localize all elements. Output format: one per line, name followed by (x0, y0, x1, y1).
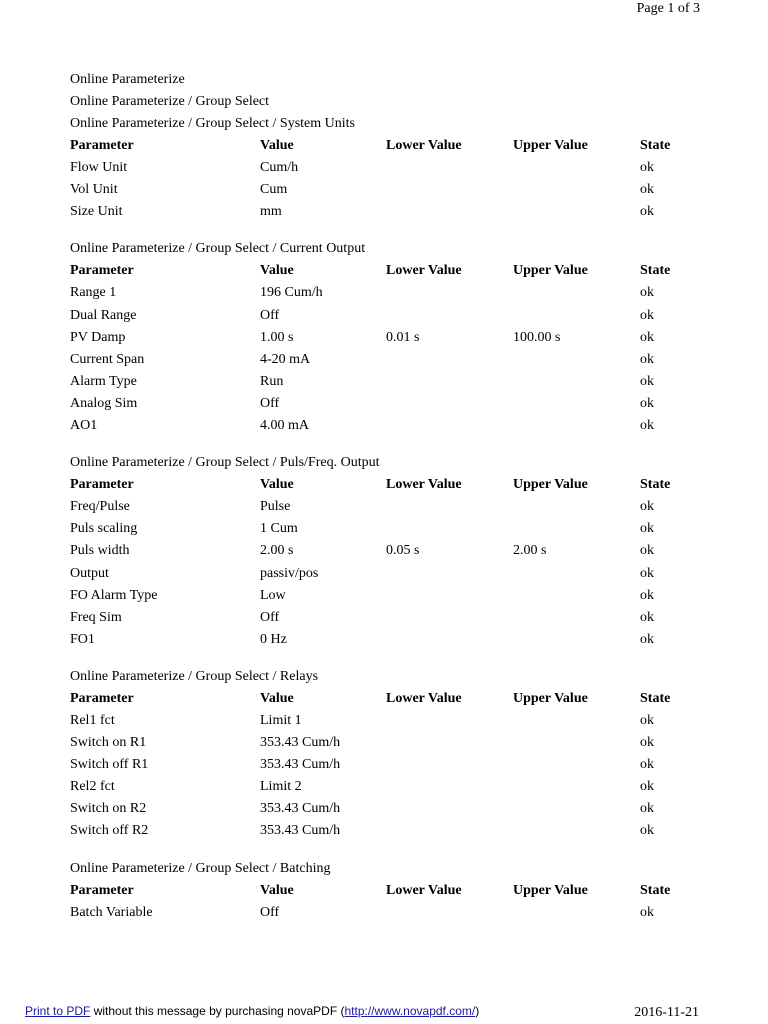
parameter-section (70, 113, 710, 223)
table-row (70, 305, 710, 327)
cell-state: ok (640, 160, 654, 176)
column-header-state: State (640, 477, 671, 493)
parameter-section (70, 238, 710, 437)
cell-value: Off (260, 395, 280, 411)
table-row (70, 732, 710, 754)
parameter-section (70, 666, 710, 843)
cell-parameter: Switch on R2 (70, 801, 147, 817)
table-row (70, 201, 710, 223)
cell-state: ok (640, 801, 654, 817)
column-header-state: State (640, 882, 671, 898)
column-header-parameter: Parameter (70, 690, 134, 706)
cell-value: 4-20 mA (260, 351, 311, 367)
cell-parameter: Rel1 fct (70, 712, 115, 728)
column-header-value: Value (260, 882, 294, 898)
table-row (70, 902, 710, 924)
table-row (70, 820, 710, 842)
cell-state: ok (640, 757, 654, 773)
print-to-pdf-link[interactable]: Print to PDF (25, 1004, 91, 1018)
cell-parameter: Current Span (70, 351, 145, 367)
column-header-parameter: Parameter (70, 477, 134, 493)
cell-state: ok (640, 182, 654, 198)
cell-value: 353.43 Cum/h (260, 735, 341, 751)
section-breadcrumb: Online Parameterize / Group Select / Relays (70, 668, 319, 684)
cell-state: ok (640, 418, 654, 434)
cell-value: 353.43 Cum/h (260, 801, 341, 817)
cell-state: ok (640, 329, 654, 345)
cell-state: ok (640, 351, 654, 367)
cell-value: 353.43 Cum/h (260, 757, 341, 773)
column-header-parameter: Parameter (70, 882, 134, 898)
cell-lower-value: 0.05 s (386, 543, 420, 559)
cell-parameter: Size Unit (70, 204, 123, 220)
table-row (70, 282, 710, 304)
table-header-row (70, 260, 710, 282)
column-header-state: State (640, 690, 671, 706)
table-row (70, 754, 710, 776)
column-header-upper-value: Upper Value (513, 690, 588, 706)
cell-state: ok (640, 499, 654, 515)
table-row (70, 157, 710, 179)
section-breadcrumb: Online Parameterize / Group Select / Puls/Freq. Output (70, 455, 380, 471)
cell-parameter: FO Alarm Type (70, 587, 158, 603)
table-header-row (70, 135, 710, 157)
cell-value: mm (260, 204, 282, 220)
cell-state: ok (640, 521, 654, 537)
cell-value: 353.43 Cum/h (260, 823, 341, 839)
cell-state: ok (640, 631, 654, 647)
column-header-upper-value: Upper Value (513, 477, 588, 493)
table-row (70, 629, 710, 651)
footer-close-paren: ) (475, 1004, 480, 1018)
cell-parameter: AO1 (70, 418, 98, 434)
cell-parameter: Batch Variable (70, 904, 153, 920)
column-header-parameter: Parameter (70, 263, 134, 279)
cell-value: 1.00 s (260, 329, 294, 345)
table-row (70, 393, 710, 415)
column-header-upper-value: Upper Value (513, 882, 588, 898)
cell-state: ok (640, 904, 654, 920)
table-row (70, 776, 710, 798)
table-header-row (70, 688, 710, 710)
table-header-row (70, 474, 710, 496)
cell-parameter: FO1 (70, 631, 95, 647)
column-header-value: Value (260, 263, 294, 279)
column-header-upper-value: Upper Value (513, 138, 588, 153)
table-row (70, 415, 710, 437)
column-header-value: Value (260, 477, 294, 493)
cell-value: 0 Hz (260, 631, 287, 647)
cell-parameter: Switch on R1 (70, 735, 147, 751)
cell-value: passiv/pos (260, 565, 319, 581)
table-row (70, 607, 710, 629)
parameter-section (70, 452, 710, 651)
cell-state: ok (640, 373, 654, 389)
cell-parameter: Rel2 fct (70, 779, 115, 795)
cell-parameter: Freq/Pulse (70, 499, 130, 515)
table-row (70, 518, 710, 540)
cell-state: ok (640, 543, 654, 559)
page-number: Page 1 of 3 (636, 1, 700, 16)
cell-state: ok (640, 587, 654, 603)
column-header-value: Value (260, 690, 294, 706)
table-row (70, 179, 710, 201)
cell-parameter: Dual Range (70, 307, 137, 323)
cell-value: Low (260, 587, 286, 603)
column-header-state: State (640, 138, 671, 153)
cell-parameter: Output (70, 565, 109, 581)
column-header-lower-value: Lower Value (386, 138, 462, 153)
cell-value: 4.00 mA (260, 418, 309, 434)
cell-state: ok (640, 779, 654, 795)
table-row (70, 496, 710, 518)
cell-parameter: PV Damp (70, 329, 126, 345)
cell-parameter: Switch off R1 (70, 757, 149, 773)
cell-value: Pulse (260, 499, 291, 515)
table-row (70, 327, 710, 349)
cell-value: Off (260, 609, 280, 625)
cell-parameter: Analog Sim (70, 395, 138, 411)
table-row (70, 371, 710, 393)
table-row (70, 798, 710, 820)
column-header-state: State (640, 263, 671, 279)
parameter-report (70, 69, 710, 939)
section-breadcrumb: Online Parameterize / Group Select / Current Output (70, 241, 366, 257)
footer-date: 2016-11-21 (634, 1005, 699, 1020)
cell-upper-value: 100.00 s (513, 329, 561, 345)
cell-value: 196 Cum/h (260, 285, 323, 301)
novapdf-url-link[interactable]: http://www.novapdf.com/ (344, 1004, 476, 1018)
cell-parameter: Range 1 (70, 285, 117, 301)
cell-value: Cum/h (260, 160, 299, 176)
cell-state: ok (640, 712, 654, 728)
column-header-lower-value: Lower Value (386, 263, 462, 279)
table-row (70, 710, 710, 732)
cell-parameter: Vol Unit (70, 182, 118, 198)
section-breadcrumb: Online Parameterize / Group Select / System Units (70, 116, 355, 131)
sections-container (70, 113, 710, 924)
breadcrumb-group-select: Online Parameterize / Group Select (70, 94, 270, 109)
cell-lower-value: 0.01 s (386, 329, 420, 345)
section-breadcrumb: Online Parameterize / Group Select / Batching (70, 860, 331, 876)
column-header-value: Value (260, 138, 294, 153)
table-row (70, 349, 710, 371)
cell-state: ok (640, 395, 654, 411)
cell-value: Limit 1 (260, 712, 302, 728)
breadcrumb-root: Online Parameterize (70, 72, 185, 87)
pdf-footer-notice (25, 1004, 479, 1018)
cell-state: ok (640, 565, 654, 581)
column-header-lower-value: Lower Value (386, 882, 462, 898)
cell-upper-value: 2.00 s (513, 543, 547, 559)
cell-value: Limit 2 (260, 779, 302, 795)
column-header-lower-value: Lower Value (386, 690, 462, 706)
table-header-row (70, 880, 710, 902)
column-header-upper-value: Upper Value (513, 263, 588, 279)
cell-parameter: Switch off R2 (70, 823, 149, 839)
cell-state: ok (640, 735, 654, 751)
cell-state: ok (640, 609, 654, 625)
table-row (70, 585, 710, 607)
table-row (70, 540, 710, 562)
column-header-parameter: Parameter (70, 138, 134, 153)
cell-state: ok (640, 307, 654, 323)
cell-value: Run (260, 373, 284, 389)
column-header-lower-value: Lower Value (386, 477, 462, 493)
cell-value: 1 Cum (260, 521, 298, 537)
cell-state: ok (640, 204, 654, 220)
table-row (70, 563, 710, 585)
cell-parameter: Puls scaling (70, 521, 138, 537)
cell-parameter: Puls width (70, 543, 130, 559)
cell-state: ok (640, 823, 654, 839)
cell-value: Off (260, 904, 280, 920)
cell-state: ok (640, 285, 654, 301)
cell-value: Cum (260, 182, 288, 198)
cell-value: Off (260, 307, 280, 323)
cell-parameter: Freq Sim (70, 609, 122, 625)
footer-message: without this message by purchasing novaPDF ( (90, 1004, 345, 1018)
cell-value: 2.00 s (260, 543, 294, 559)
parameter-section (70, 858, 710, 924)
cell-parameter: Alarm Type (70, 373, 137, 389)
cell-parameter: Flow Unit (70, 160, 128, 176)
